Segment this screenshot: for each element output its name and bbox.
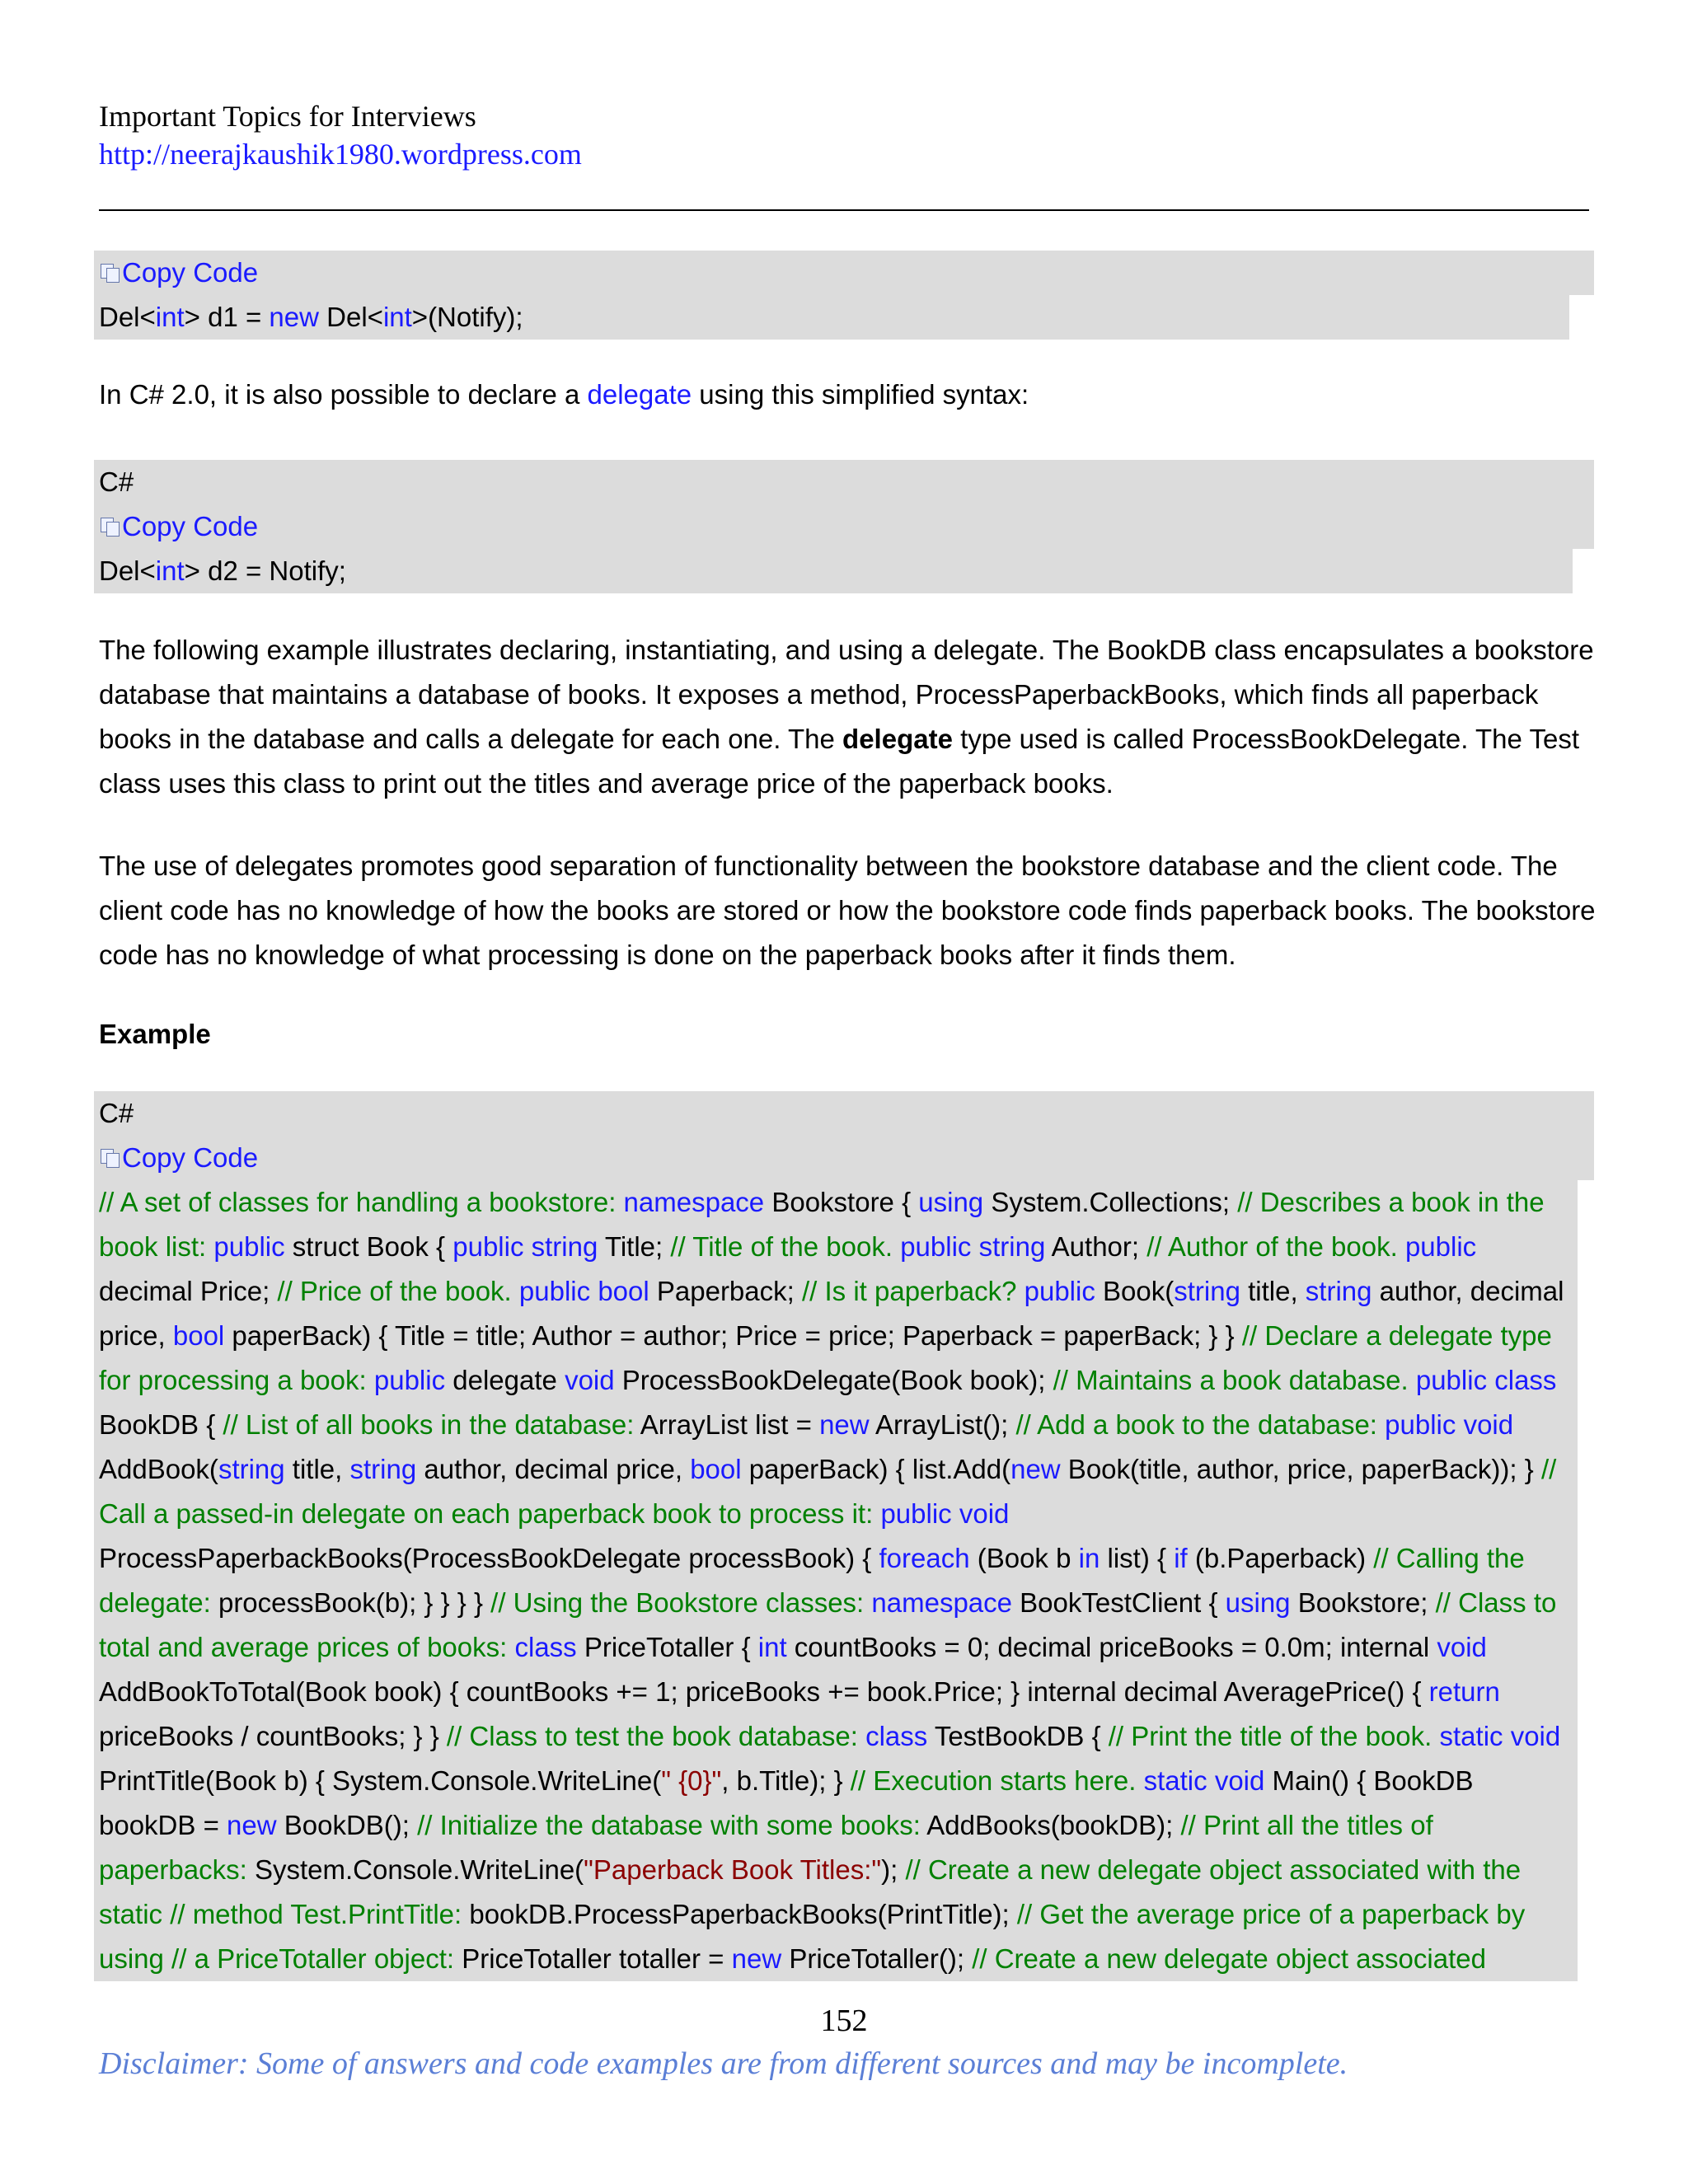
code-comment: // Call a passed-in delegate on each paperback book to process it: (99, 1454, 1557, 1529)
code-text (590, 1276, 598, 1306)
code-text: PriceTotaller { (576, 1632, 758, 1662)
copy-icon (99, 518, 120, 536)
code-text: ProcessBookDelegate(Book book); (614, 1365, 1053, 1395)
code-keyword: string (1305, 1276, 1372, 1306)
code-keyword: public (1024, 1276, 1095, 1306)
code-language-label: C# (99, 466, 134, 497)
code-text: PriceTotaller totaller = (462, 1943, 732, 1974)
code-text: ); (881, 1854, 906, 1885)
code-keyword: class (865, 1721, 928, 1751)
code-string: "Paperback Book Titles:" (584, 1854, 882, 1885)
copy-code-link[interactable]: Copy Code (99, 251, 258, 295)
code-line: Del<int> d2 = Notify; (99, 555, 346, 586)
code-keyword: namespace (623, 1187, 765, 1217)
code-keyword: public (518, 1276, 591, 1306)
code-text: ArrayList list = (640, 1409, 820, 1440)
code-block-example (94, 1091, 1594, 1981)
code-keyword: public (452, 1231, 524, 1262)
code-comment: // Is it paperback? (801, 1276, 1025, 1306)
code-text: ArrayList(); (869, 1409, 1016, 1440)
code-comment: // Class to test the book database: (446, 1721, 866, 1751)
code-comment: // Class to total and average prices of books: (99, 1587, 1557, 1662)
code-text: delegate (445, 1365, 565, 1395)
code-text: countBooks = 0; decimal priceBooks = 0.0m; internal (786, 1632, 1437, 1662)
code-text: Title; (598, 1231, 671, 1262)
header-title: Important Topics for Interviews (99, 100, 476, 133)
code-block-1 (94, 251, 1594, 340)
code-keyword: string (978, 1231, 1046, 1262)
code-text: ProcessPaperbackBooks(ProcessBookDelegate processBook) { (99, 1543, 879, 1573)
code-text: priceBooks / countBooks; } } (99, 1721, 447, 1751)
code-comment: // Create a new delegate object associated with the static // method Test.PrintTitle: (99, 1854, 1522, 1929)
code-keyword: string (218, 1454, 285, 1484)
copy-icon (99, 1149, 120, 1167)
code-keyword: class (1494, 1365, 1557, 1395)
code-text: title, (1240, 1276, 1306, 1306)
disclaimer: Disclaimer: Some of answers and code examples are from different sources and may be incomplete. (99, 2046, 1348, 2081)
copy-code-link[interactable]: Copy Code (99, 1136, 258, 1180)
code-keyword: public (213, 1231, 285, 1262)
code-keyword: public (373, 1365, 446, 1395)
code-keyword: void (1214, 1765, 1265, 1796)
code-keyword: static (1143, 1765, 1207, 1796)
code-text (1487, 1365, 1494, 1395)
code-keyword: bool (598, 1276, 649, 1306)
code-keyword: public (1404, 1231, 1477, 1262)
code-text: Bookstore; (1290, 1587, 1436, 1618)
paragraph-simplified-syntax: In C# 2.0, it is also possible to declare a delegate using this simplified syntax: (99, 379, 1029, 410)
code-comment: // Add a book to the database: (1015, 1409, 1386, 1440)
code-keyword: public (1415, 1365, 1488, 1395)
code-text: Paperback; (649, 1276, 802, 1306)
code-keyword: new (227, 1810, 277, 1840)
code-text: title, (284, 1454, 350, 1484)
code-text (952, 1498, 959, 1529)
code-text: BookDB { (99, 1409, 223, 1440)
code-keyword: void (1437, 1632, 1487, 1662)
paragraph-example-intro: The following example illustrates declaring, instantiating, and using a delegate. The BookDB class encapsulates a bookstore database that maintains a database of books. It exposes a method, ProcessPaperbackBooks, which finds all paperback books in the database and calls a delegate for each one. The delegate type used is called ProcessBookDelegate. The Test class uses this class to print out the titles and average price of the paperback books. (99, 635, 1594, 799)
code-keyword: string (531, 1231, 598, 1262)
code-keyword: public (1385, 1409, 1456, 1440)
code-text (523, 1231, 531, 1262)
code-text: struct Book { (284, 1231, 453, 1262)
code-block-2 (94, 460, 1594, 593)
code-comment: // Calling the delegate: (99, 1543, 1525, 1618)
code-text: bookDB.ProcessPaperbackBooks(PrintTitle); (469, 1899, 1017, 1929)
code-text: processBook(b); } } } } (218, 1587, 491, 1618)
header-url-link[interactable]: http://neerajkaushik1980.wordpress.com (99, 138, 582, 171)
code-keyword: in (1078, 1543, 1100, 1573)
code-comment: // Describes a book in the book list: (99, 1187, 1545, 1262)
code-text: author, decimal price, (99, 1276, 1564, 1351)
code-text: AddBook( (99, 1454, 218, 1484)
code-comment: // Declare a delegate type for processing a book: (99, 1320, 1552, 1395)
code-keyword: int (757, 1632, 787, 1662)
code-comment: // Price of the book. (277, 1276, 519, 1306)
copy-code-link[interactable]: Copy Code (99, 504, 258, 549)
code-keyword: void (1463, 1409, 1514, 1440)
code-text: author, decimal price, (416, 1454, 691, 1484)
code-text: paperBack) { list.Add( (741, 1454, 1011, 1484)
code-keyword: return (1428, 1676, 1500, 1707)
code-text (1456, 1409, 1463, 1440)
code-keyword: public (900, 1231, 972, 1262)
code-keyword: void (565, 1365, 615, 1395)
code-keyword: using (918, 1187, 984, 1217)
code-keyword: public (880, 1498, 952, 1529)
code-keyword: bool (690, 1454, 742, 1484)
delegate-link[interactable]: delegate (587, 379, 692, 410)
code-text: Bookstore { (764, 1187, 919, 1217)
code-language-label: C# (94, 1091, 1594, 1136)
code-comment: // Using the Bookstore classes: (490, 1587, 872, 1618)
code-keyword: using (1225, 1587, 1291, 1618)
code-text: BookTestClient { (1012, 1587, 1226, 1618)
code-text: TestBookDB { (927, 1721, 1109, 1751)
code-text: BookDB(); (276, 1810, 418, 1840)
code-keyword: bool (172, 1320, 225, 1351)
code-comment: // Initialize the database with some books: (417, 1810, 927, 1840)
code-text: Book(title, author, price, paperBack)); } (1060, 1454, 1541, 1484)
code-keyword: string (349, 1454, 417, 1484)
code-text (971, 1231, 978, 1262)
code-text: decimal Price; (99, 1276, 278, 1306)
code-text: paperBack) { Title = title; Author = author; Price = price; Paperback = paperBack; } } (224, 1320, 1242, 1351)
code-text: PriceTotaller(); (781, 1943, 973, 1974)
code-text (1207, 1765, 1215, 1796)
code-text: System.Console.WriteLine( (254, 1854, 584, 1885)
code-text: (b.Paperback) (1187, 1543, 1374, 1573)
code-line: Del<int> d1 = new Del<int>(Notify); (99, 302, 523, 332)
code-text: AddBooks(bookDB); (926, 1810, 1181, 1840)
code-comment: // Author of the book. (1146, 1231, 1405, 1262)
code-keyword: if (1174, 1543, 1188, 1573)
code-comment: // Print all the titles of paperbacks: (99, 1810, 1433, 1885)
code-string: " {0}" (661, 1765, 722, 1796)
code-text: , b.Title); } (721, 1765, 851, 1796)
header-divider (99, 209, 1589, 211)
code-keyword: new (731, 1943, 782, 1974)
example-heading: Example (99, 1019, 211, 1049)
code-keyword: new (1010, 1454, 1061, 1484)
code-keyword: static (1439, 1721, 1503, 1751)
code-body (94, 1180, 1578, 1981)
code-keyword: void (959, 1498, 1010, 1529)
code-comment: // Title of the book. (670, 1231, 901, 1262)
code-text: Main() { BookDB bookDB = (99, 1765, 1474, 1840)
paragraph-separation: The use of delegates promotes good separation of functionality between the bookstore database and the client code. The client code has no knowledge of how the books are stored or how the bookstore code finds paperback books. The bookstore code has no knowledge of what processing is done on the paperback books after it finds them. (99, 851, 1596, 970)
page-number: 152 (820, 2004, 868, 2038)
code-keyword: class (514, 1632, 577, 1662)
page-header (99, 97, 582, 173)
code-text (1503, 1721, 1511, 1751)
code-comment: // Execution starts here. (850, 1765, 1144, 1796)
code-text: Book( (1095, 1276, 1175, 1306)
code-comment: // Create a new delegate object associated (972, 1943, 1486, 1974)
code-keyword: new (819, 1409, 870, 1440)
code-keyword: void (1510, 1721, 1561, 1751)
code-comment: // A set of classes for handling a bookstore: (99, 1187, 624, 1217)
code-text: AddBookToTotal(Book book) { countBooks += 1; priceBooks += book.Price; } internal decimal AveragePrice() { (99, 1676, 1429, 1707)
code-text: PrintTitle(Book b) { System.Console.WriteLine( (99, 1765, 662, 1796)
copy-icon (99, 264, 120, 282)
code-text: System.Collections; (983, 1187, 1238, 1217)
code-keyword: string (1174, 1276, 1240, 1306)
code-text: Author; (1045, 1231, 1147, 1262)
code-text: (Book b (969, 1543, 1079, 1573)
code-comment: // Maintains a book database. (1053, 1365, 1416, 1395)
code-comment: // Print the title of the book. (1108, 1721, 1440, 1751)
code-keyword: foreach (879, 1543, 970, 1573)
code-comment: // Get the average price of a paperback by using // a PriceTotaller object: (99, 1899, 1526, 1974)
code-keyword: namespace (871, 1587, 1012, 1618)
code-comment: // List of all books in the database: (223, 1409, 640, 1440)
code-text: list) { (1100, 1543, 1175, 1573)
